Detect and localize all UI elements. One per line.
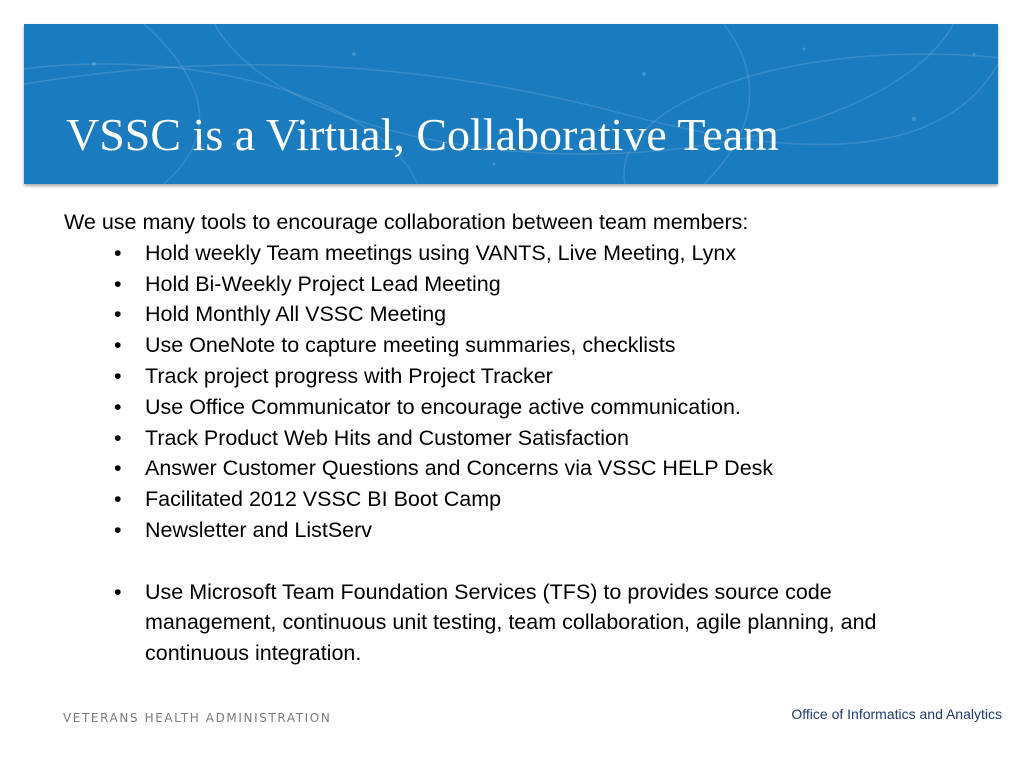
bullet-list <box>64 238 994 546</box>
bullet-text: Newsletter and ListServ <box>145 517 373 542</box>
bullet-item <box>64 269 994 300</box>
spacer <box>64 546 994 577</box>
bullet-text: Track Product Web Hits and Customer Satisfaction <box>145 425 629 450</box>
bullet-text: Hold Bi-Weekly Project Lead Meeting <box>145 271 501 296</box>
slide-content <box>64 207 994 669</box>
intro-text: We use many tools to encourage collaboration between team members: <box>64 210 749 234</box>
bullet-text: Facilitated 2012 VSSC BI Boot Camp <box>145 487 502 512</box>
bullet-text: Hold weekly Team meetings using VANTS, Live Meeting, Lynx <box>145 240 737 265</box>
bullet-item <box>64 299 994 330</box>
bullet-item <box>64 361 994 392</box>
bullet-item <box>64 392 994 423</box>
bullet-icon: • <box>114 517 122 542</box>
footer-organization: VETERANS HEALTH ADMINISTRATION <box>63 711 332 725</box>
tfs-bullet-list <box>64 577 994 669</box>
bullet-icon: • <box>114 487 122 512</box>
bullet-item <box>64 453 994 484</box>
bullet-text: Answer Customer Questions and Concerns via VSSC HELP Desk <box>145 456 774 481</box>
bullet-icon: • <box>114 363 122 388</box>
bullet-icon: • <box>114 425 122 450</box>
bullet-icon: • <box>114 579 122 604</box>
bullet-item <box>64 423 994 454</box>
bullet-item <box>64 238 994 269</box>
bullet-text: Use Microsoft Team Foundation Services (TFS) to provides source code management, continuous unit testing, team collaboration, agile planning, and continuous integration. <box>145 579 877 666</box>
bullet-item <box>64 484 994 515</box>
bullet-item-tfs <box>64 577 965 669</box>
bullet-text: Track project progress with Project Tracker <box>145 363 553 388</box>
bullet-icon: • <box>114 271 122 296</box>
bullet-text: Use Office Communicator to encourage active communication. <box>145 394 741 419</box>
bullet-icon: • <box>114 333 122 358</box>
bullet-text: Hold Monthly All VSSC Meeting <box>145 302 447 327</box>
bullet-item <box>64 515 994 546</box>
bullet-icon: • <box>114 456 122 481</box>
bullet-item <box>64 330 994 361</box>
slide-title: VSSC is a Virtual, Collaborative Team <box>66 109 779 160</box>
bullet-icon: • <box>114 394 122 419</box>
bullet-icon: • <box>114 302 122 327</box>
bullet-text: Use OneNote to capture meeting summaries, checklists <box>145 333 676 358</box>
footer-office: Office of Informatics and Analytics <box>791 706 1002 722</box>
bullet-icon: • <box>114 240 122 265</box>
